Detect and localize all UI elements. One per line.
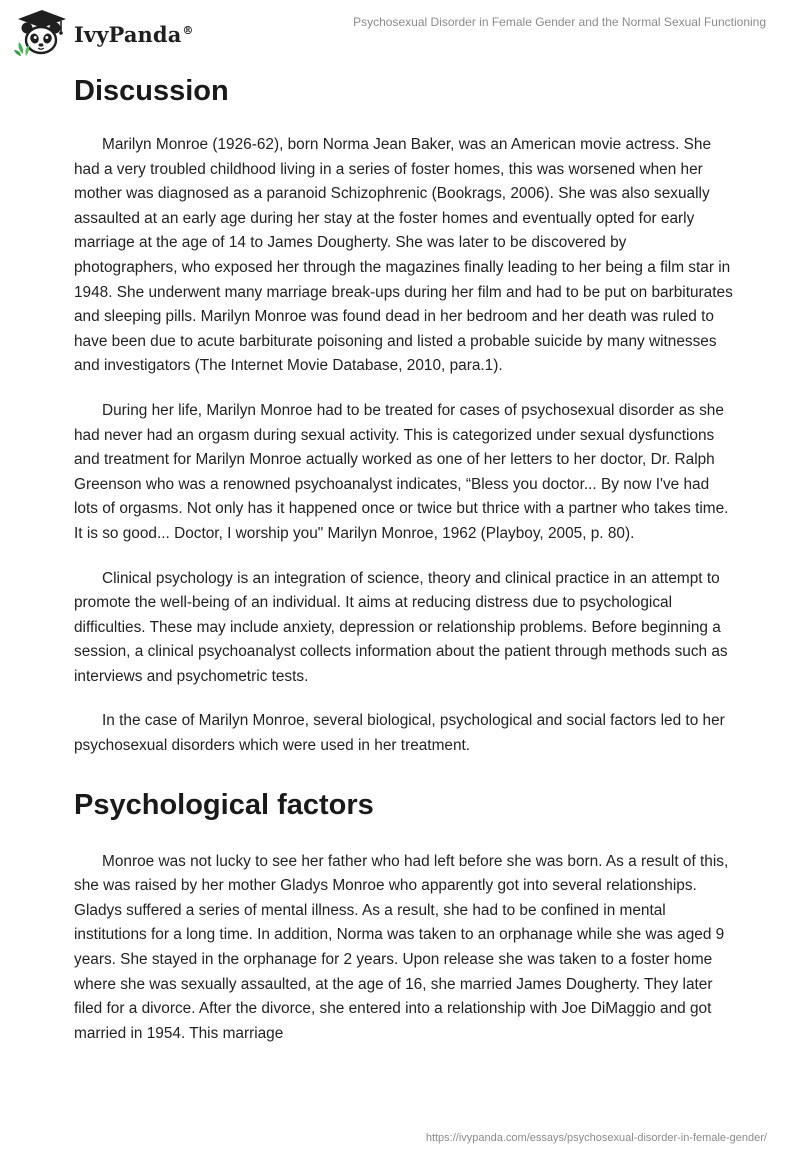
logo-wordmark <box>74 22 194 47</box>
section-heading-discussion: Discussion <box>74 75 229 107</box>
paragraph: Marilyn Monroe (1926-62), born Norma Jean Baker, was an American movie actress. She had a very troubled childhood living in a series of foster homes, this was worsened when her mother was diagnosed as a paranoid Schizophrenic (Bookrags, 2006). She was also sexually assaulted at an early age during her stay at the foster homes and eventually opted for early marriage at the age of 14 to James Dougherty. She was later to be discovered by photographers, who exposed her through the magazines finally leading to her being a film star in 1948. She underwent many marriage break-ups during her film and had to be put on barbiturates and sleeping pills. Marilyn Monroe was found dead in her bedroom and her death was ruled to have been due to acute barbiturate poisoning and listed a probable suicide by many witnesses and investigators (The Internet Movie Database, 2010, para.1). <box>74 136 733 375</box>
section-heading-psychological-factors: Psychological factors <box>74 788 374 821</box>
panda-graduate-icon <box>14 8 70 58</box>
paragraph: In the case of Marilyn Monroe, several biological, psychological and social factors led to her psychosexual disorders which were used in her treatment. <box>74 712 725 755</box>
logo-text: IvyPanda <box>74 21 182 47</box>
paragraph: Clinical psychology is an integration of science, theory and clinical practice in an attempt to promote the well-being of an individual. It aims at reducing distress due to psychological difficulties. These may include anxiety, depression or relationship problems. Before beginning a session, a clinical psychoanalyst collects information about the patient through methods such as interviews and psychometric tests. <box>74 569 728 685</box>
registered-mark: ® <box>182 23 194 37</box>
paragraph: During her life, Marilyn Monroe had to be treated for cases of psychosexual disorder as she had never had an orgasm during sexual activity. This is categorized under sexual dysfunctions and treatment for Marilyn Monroe actually worked as one of her letters to her doctor, Dr. Ralph Greenson who was a renowned psychoanalyst indicates, “Bless you doctor... By now I've had lots of orgasms. Not only has it happened once or twice but thrice with a partner who takes time. It is so good... Doctor, I worship you" Marilyn Monroe, 1962 (Playboy, 2005, p. 80). <box>74 401 729 542</box>
document-title: Psychosexual Disorder in Female Gender and the Normal Sexual Functioning <box>353 15 766 29</box>
page-header <box>0 0 800 60</box>
source-url[interactable]: https://ivypanda.com/essays/psychosexual-disorder-in-female-gender/ <box>425 1132 767 1144</box>
article-body <box>74 72 734 1066</box>
ivypanda-logo[interactable] <box>14 8 194 58</box>
paragraph: Monroe was not lucky to see her father who had left before she was born. As a result of this, she was raised by her mother Gladys Monroe who apparently got into several relationships. Gladys suffered a series of mental illness. As a result, she had to be confined in mental institutions for a long time. In addition, Norma was taken to an orphanage while she was aged 9 years. She stayed in the orphanage for 2 years. Upon release she was taken to a foster home where she was sexually assaulted, at the age of 16, she married James Dougherty. They later filed for a divorce. After the divorce, she entered into a relationship with Joe DiMaggio and got married in 1954. This marriage <box>74 852 729 1042</box>
